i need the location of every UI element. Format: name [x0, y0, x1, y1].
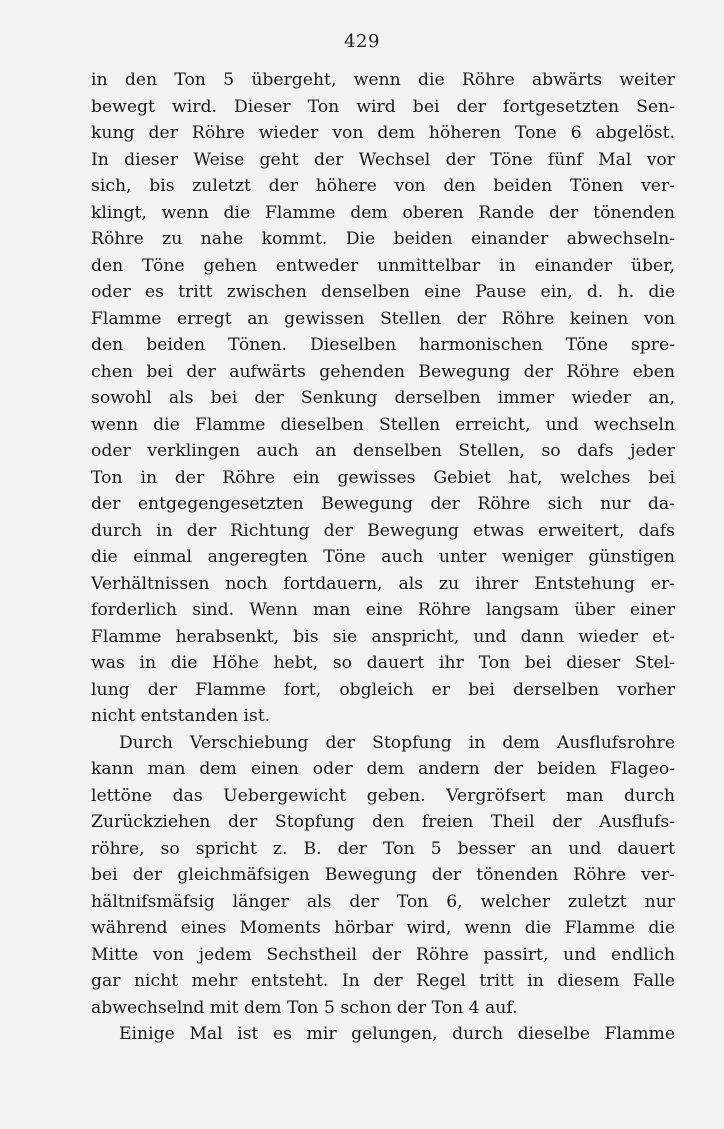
text-line: oder es tritt zwischen denselben eine Pause ein, d. h. die	[91, 282, 675, 302]
text-line: bei der gleichmäfsigen Bewegung der tönenden Röhre ver-	[91, 865, 675, 885]
text-line: oder verklingen auch an denselben Stellen, so dafs jeder	[91, 441, 675, 461]
body-text	[91, 67, 675, 1048]
text-line: Zurückziehen der Stopfung den freien Theil der Ausflufs-	[91, 812, 675, 832]
text-line: forderlich sind. Wenn man eine Röhre langsam über einer	[91, 600, 675, 620]
text-line: lettöne das Uebergewicht geben. Vergröfsert man durch	[91, 785, 675, 806]
text-line: abwechselnd mit dem Ton 5 schon der Ton 4 auf.	[91, 997, 518, 1018]
text-line: röhre, so spricht z. B. der Ton 5 besser an und dauert	[91, 838, 675, 859]
text-line: lung der Flamme fort, obgleich er bei derselben vorher	[91, 679, 675, 700]
text-line: Flamme herabsenkt, bis sie anspricht, und dann wieder et-	[91, 626, 675, 647]
text-line: Flamme erregt an gewissen Stellen der Röhre keinen von	[91, 308, 675, 329]
text-line: die einmal angeregten Töne auch unter weniger günstigen	[91, 547, 675, 567]
text-line: sich, bis zuletzt der höhere von den beiden Tönen ver-	[91, 176, 675, 196]
text-line: gar nicht mehr entsteht. In der Regel tritt in diesem Falle	[91, 971, 675, 991]
text-line: Verhältnissen noch fortdauern, als zu ihrer Entstehung er-	[91, 573, 675, 594]
text-line: kung der Röhre wieder von dem höheren Tone 6 abgelöst.	[91, 123, 675, 143]
text-line: klingt, wenn die Flamme dem oberen Rande der tönenden	[91, 202, 675, 223]
text-line: kann man dem einen oder dem andern der beiden Flageo-	[91, 759, 675, 779]
text-line: nicht entstanden ist.	[91, 706, 271, 726]
text-line: durch in der Richtung der Bewegung etwas erweitert, dafs	[91, 520, 675, 541]
text-line: der entgegengesetzten Bewegung der Röhre sich nur da-	[91, 494, 675, 514]
text-line: den Töne gehen entweder unmittelbar in einander über,	[91, 255, 675, 276]
text-line: während eines Moments hörbar wird, wenn die Flamme die	[91, 918, 675, 938]
text-line: in den Ton 5 übergeht, wenn die Röhre abwärts weiter	[91, 70, 675, 90]
text-line: was in die Höhe hebt, so dauert ihr Ton bei dieser Stel-	[91, 653, 675, 673]
text-line: Ton in der Röhre ein gewisses Gebiet hat, welches bei	[91, 467, 675, 488]
text-line: den beiden Tönen. Dieselben harmonischen Töne spre-	[91, 335, 675, 355]
paragraph-start-line: Einige Mal ist es mir gelungen, durch dieselbe Flamme	[119, 1024, 675, 1044]
text-line: Röhre zu nahe kommt. Die beiden einander abwechseln-	[91, 229, 675, 249]
text-line: chen bei der aufwärts gehenden Bewegung der Röhre eben	[91, 361, 675, 382]
text-line: Mitte von jedem Sechstheil der Röhre passirt, und endlich	[91, 944, 675, 965]
text-line: wenn die Flamme dieselben Stellen erreicht, und wechseln	[91, 414, 675, 435]
page-number: 429	[344, 31, 380, 52]
text-line: sowohl als bei der Senkung derselben immer wieder an,	[91, 388, 675, 408]
text-line: hältnifsmäfsig länger als der Ton 6, welcher zuletzt nur	[91, 891, 675, 912]
text-line: bewegt wird. Dieser Ton wird bei der fortgesetzten Sen-	[91, 96, 675, 117]
text-line: In dieser Weise geht der Wechsel der Töne fünf Mal vor	[91, 149, 675, 170]
paragraph-start-line: Durch Verschiebung der Stopfung in dem Ausflufsrohre	[119, 732, 675, 753]
